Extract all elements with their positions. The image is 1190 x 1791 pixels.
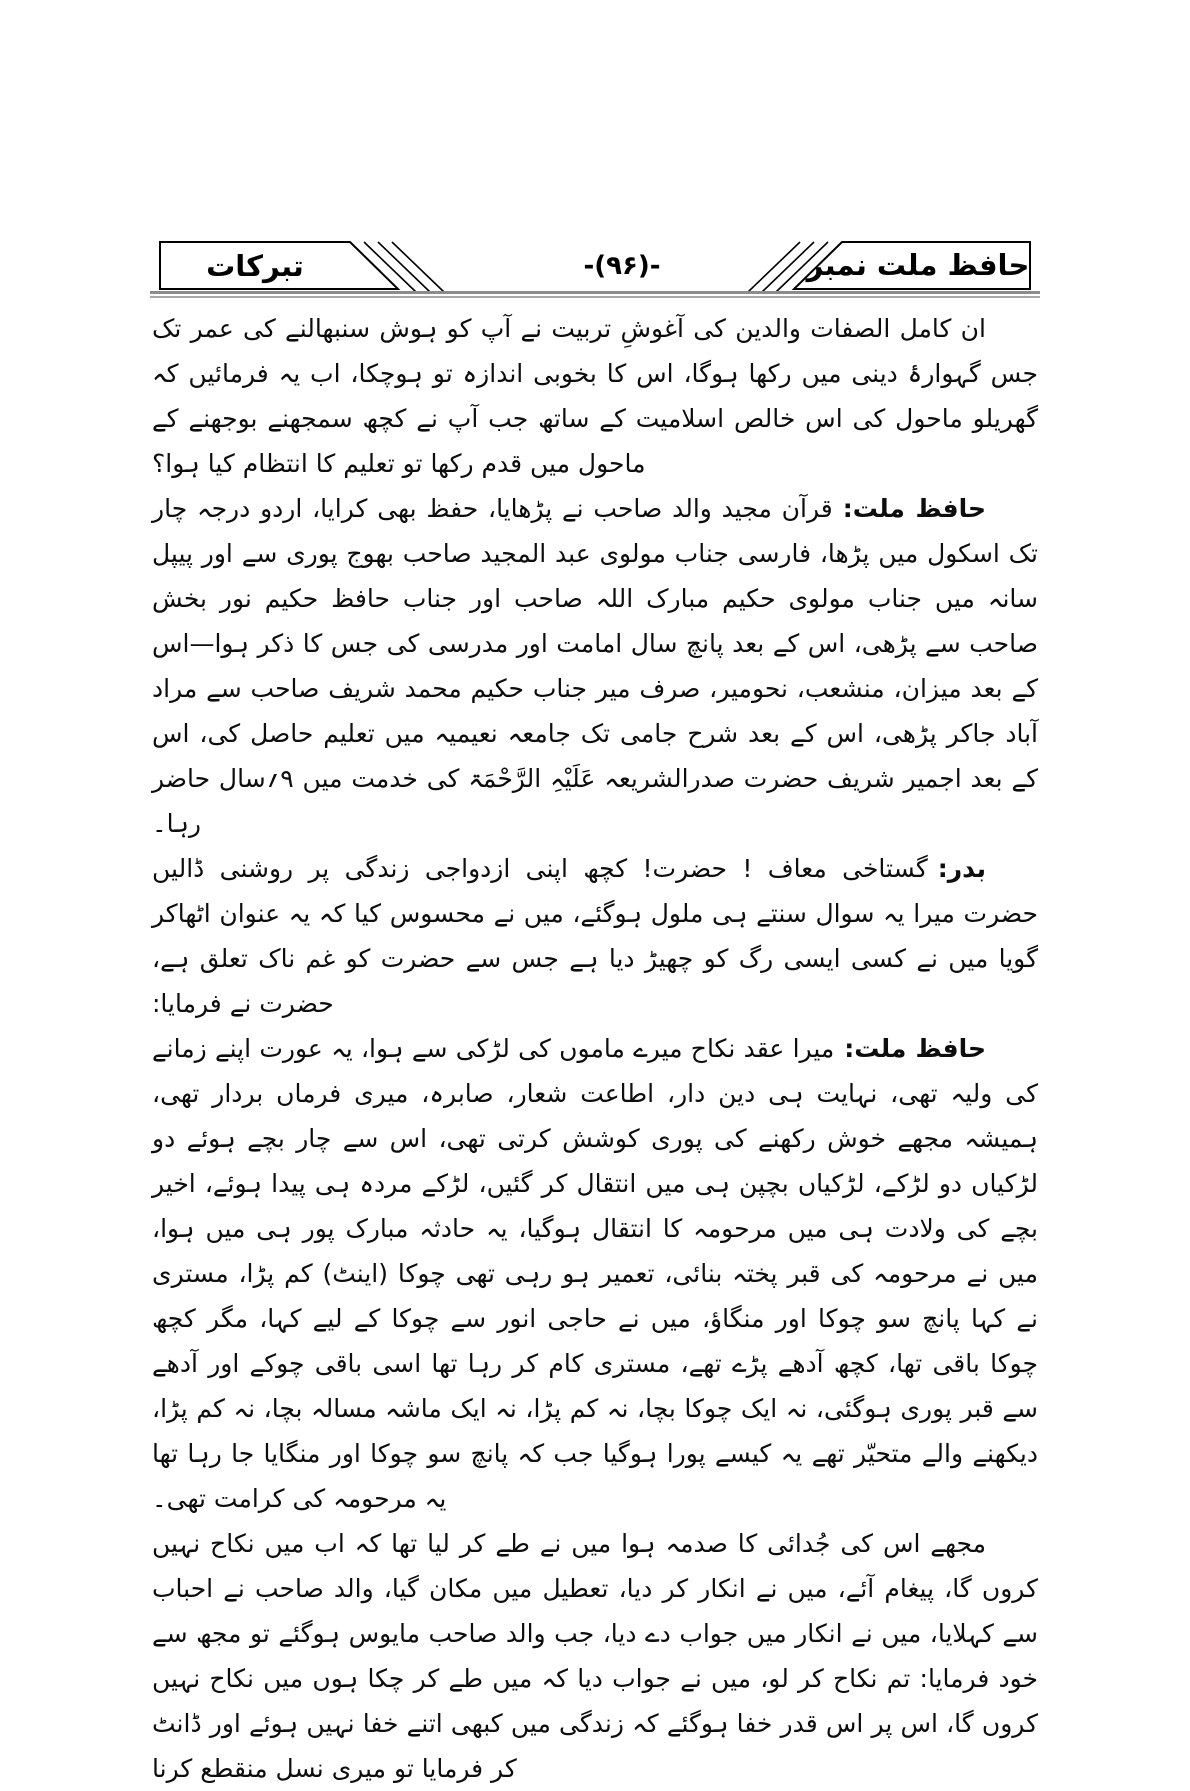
paragraph-lead: حافظ ملت: bbox=[844, 1034, 986, 1063]
paragraph-text: قرآن مجید والد صاحب نے پڑھایا، حفظ بھی کرایا، اردو درجہ چار تک اسکول میں پڑھا، فارسی جناب مولوی عبد المجید صاحب بھوج پوری سے اور پیپل سانہ میں جناب مولوی حکیم مبارک اللہ صاحب اور جناب حافظ حکیم نور بخش صاحب سے پڑھی، اس کے بعد پانچ سال امامت اور مدرسی کی جس کا ذکر ہوا—اس کے بعد میزان، منشعب، نحومیر، صرف میر جناب حکیم محمد شریف صاحب سے مراد آباد جاکر پڑھی، اس کے بعد شرح جامی تک جامعہ نعیمیہ میں تعلیم حاصل کی، اس کے بعد اجمیر شریف حضرت صدرالشریعہ عَلَیْہِ الرَّحْمَۃ کی خدمت میں ۹؍سال حاضر رہا۔ bbox=[152, 494, 1038, 838]
paragraph-answer-marriage bbox=[152, 1026, 1038, 1521]
paragraph-lead: بدر: bbox=[937, 854, 986, 883]
paragraph-question-upbringing bbox=[152, 306, 1038, 486]
header-left-box bbox=[160, 242, 444, 292]
page-number: -(۹۶)- bbox=[583, 251, 661, 281]
paragraph-text: میرا عقد نکاح میرے ماموں کی لڑکی سے ہوا، یہ عورت اپنے زمانے کی ولیہ تھی، نہایت ہی دین دار، اطاعت شعار، صابرہ، میری فرماں بردار تھی، ہمیشہ مجھے خوش رکھنے کی پوری کوشش کرتی تھی، اس سے چار بچے ہوئے دو لڑکیاں دو لڑکے، لڑکیاں بچپن ہی میں انتقال کر گئیں، لڑکے مردہ ہی پیدا ہوئے، اخیر بچے کی ولادت ہی میں مرحومہ کا انتقال ہوگیا، یہ حادثہ مبارک پور ہی میں ہوا، میں نے مرحومہ کی قبر پختہ بنائی، تعمیر ہو رہی تھی چوکا (اینٹ) کم پڑا، مستری نے کہا پانچ سو چوکا اور منگاؤ، میں نے حاجی انور سے چوکا کے لیے کہا، مگر کچھ چوکا باقی تھا، کچھ آدھے پڑے تھے، مستری کام کر رہا تھا اسی باقی چوکے اور آدھے سے قبر پوری ہوگئی، نہ ایک چوکا بچا، نہ کم پڑا، نہ ایک ماشہ مسالہ بچا، نہ کم پڑا، دیکھنے والے متحیّر تھے یہ کیسے پورا ہوگیا جب کہ پانچ سو چوکا اور منگایا جا رہا تھا یہ مرحومہ کی کرامت تھی۔ bbox=[152, 1034, 1038, 1513]
header-rule bbox=[150, 291, 1040, 298]
paragraph-lead: حافظ ملت: bbox=[842, 494, 986, 523]
paragraph-text: مجھے اس کی جُدائی کا صدمہ ہوا میں نے طے کر لیا تھا کہ اب میں نکاح نہیں کروں گا، پیغام آئے، میں نے انکار کر دیا، تعطیل میں مکان گیا، والد صاحب نے احباب سے کہلایا، میں نے انکار میں جواب دے دیا، جب والد صاحب مایوس ہوگئے تو مجھ سے خود فرمایا: تم نکاح کر لو، میں نے جواب دیا کہ میں طے کر چکا ہوں میں نکاح نہیں کروں گا، اس پر اس قدر خفا ہوگئے کہ زندگی میں کبھی اتنے خفا نہیں ہوئے اور ڈانٹ کر فرمایا تو میری نسل منقطع کرنا bbox=[152, 1529, 1038, 1783]
page-header bbox=[150, 218, 1040, 300]
header-left-title: تبرکات bbox=[206, 249, 304, 283]
paragraph-grief-refusal bbox=[152, 1521, 1038, 1791]
header-right-box bbox=[748, 242, 1030, 292]
paragraph-text: ان کامل الصفات والدین کی آغوشِ تربیت نے آپ کو ہوش سنبھالنے کی عمر تک جس گہوارۂ دینی میں رکھا ہوگا، اس کا بخوبی اندازہ تو ہوچکا، اب یہ فرمائیں کہ گھریلو ماحول کی اس خالص اسلامیت کے ساتھ جب آپ نے کچھ سمجھنے بوجھنے کے ماحول میں قدم رکھا تو تعلیم کا انتظام کیا ہوا؟ bbox=[152, 314, 1038, 478]
paragraph-text: گستاخی معاف ! حضرت! کچھ اپنی ازدواجی زندگی پر روشنی ڈالیں حضرت میرا یہ سوال سنتے ہی ملول ہوگئے، میں نے محسوس کیا کہ یہ عنوان اٹھاکر گویا میں نے کسی ایسی رگ کو چھیڑ دیا ہے جس سے حضرت کو غم ناک تعلق ہے، حضرت نے فرمایا: bbox=[152, 854, 1038, 1018]
page-body bbox=[152, 306, 1038, 1791]
paragraph-question-married-life bbox=[152, 846, 1038, 1026]
paragraph-answer-education bbox=[152, 486, 1038, 846]
header-right-title: حافظ ملت نمبر bbox=[806, 248, 1030, 282]
